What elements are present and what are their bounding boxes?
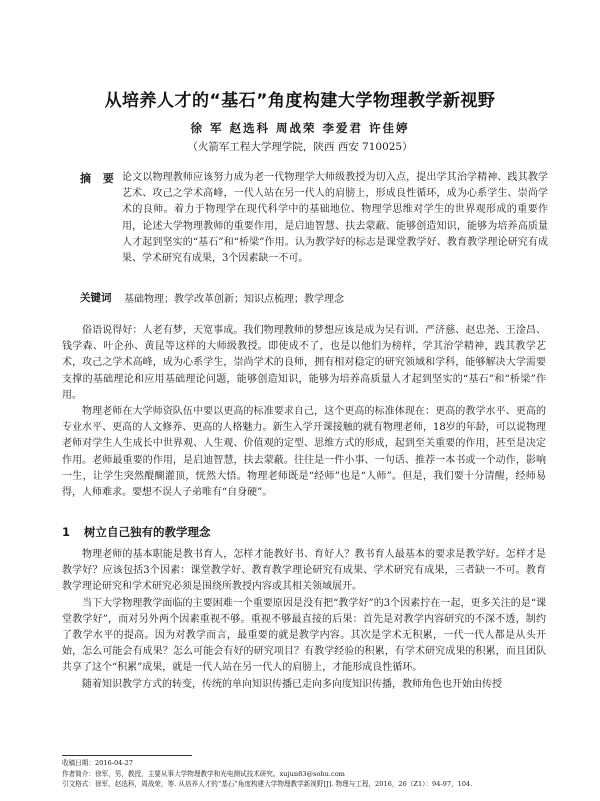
intro-section: [62, 323, 546, 501]
footnotes: [62, 758, 552, 790]
footnote-citation: 引文格式：徐军，赵选科，周战荣，等. 从培养人才的“基石”角度构建大学物理教学新视野[J]. 物理与工程，2016，26（Z1）：94-97，104.: [62, 780, 473, 788]
section-paragraph: 物理老师的基本职能是教书育人，怎样才能教好书、育好人？教书育人最基本的要求是教学好。怎样才是教学好？应该包括3个因素：课堂教学好、教育教学理论研究有成果、学术研究有成果，三者缺一不可。教育教学理论研究和学术研究必须是围绕所教授内容或其相关领域展开。: [62, 549, 546, 593]
intro-paragraph: 物理老师在大学师资队伍中要以更高的标准要求自己，这个更高的标准体现在：更高的教学水平、更高的专业水平、更高的人文修养、更高的人格魅力。新生入学开课接触的就有物理老师，18岁的年龄，可以说物理老师对学生人生成长中世界观、人生观、价值观的定型、思维方式的形成，起到至关重要的作用，甚至是决定作用。老师最重要的作用，是启迪智慧，扶去蒙蔽。往往是一件小事、一句话、推荐一本书或一个动作，影响一生，让学生突然醍醐灌顶，恍然大悟。物理老师既是“经师”也是“人师”。但是，我们要十分清醒，经师易得，人师难求。要想不误人子弟唯有“自身硬”。: [62, 406, 546, 499]
affiliation: （火箭军工程大学理学院，陕西 西安 710025）: [187, 141, 413, 153]
keywords-label: 关键词: [80, 292, 112, 304]
intro-paragraph: 俗语说得好：人老有梦，天宽事成。我们物理教师的梦想应该是成为吴有训、严济慈、赵忠尧、王淦昌、钱学森、叶企孙、黄昆等这样的大师级教授。即使成不了，也是以他们为榜样，学其治学精神，践其教学艺术，攻己之学术高峰，成为心系学生，崇尚学术的良师，拥有相对稳定的研究领域和学科，能够解决大学需要支撑的基础理论和应用基础理论问题，能够创造知识，能够为培养高质量人才起到坚实的“基石”和“桥梁”作用。: [62, 325, 546, 401]
keywords-text: 基础物理；教学改革创新；知识点梳理；教学理念: [124, 294, 344, 305]
paper-title: 从培养人才的“基石”角度构建大学物理教学新视野: [104, 91, 496, 111]
section-paragraph: 随着知识教学方式的转变，传统的单向知识传播已走向多向度知识传播，教师角色也开始由传授: [82, 678, 502, 690]
section-paragraph: 当下大学物理教学面临的主要困难一个重要原因是没有把“教学好”的3个因素拧在一起，更多关注的是“课堂教学好”，而对另外两个因素重视不够。重视不够最直接的后果：首先是对教学内容研究的不深不透，制约了教学水平的提高。因为对教学而言，最重要的就是教学内容。其次是学术无积累，一代一代人都是从头开始，怎么可能会有成果？怎么可能会有好的研究项目？有教学经验的积累，有学术研究成果的积累，而且团队共享了这个“积累”成果，就是一代人站在另一代人的肩膀上，才能形成良性循环。: [62, 597, 546, 674]
section-heading: [62, 524, 211, 540]
abstract-text: 论文以物理教师应该努力成为老一代物理学大师级教授为切入点，提出学其治学精神、践其教学艺术、攻己之学术高峰，一代人站在另一代人的肩膀上，形成良性循环，成为心系学生、崇尚学术的良师。着力于物理学在现代科学中的基础地位、物理学思维对学生的世界观形成的重要作用，论述大学物理教师的重要作用，是启迪智慧、扶去蒙蔽、能够创造知识，能够为培养高质量人才起到坚实的“基石”和“桥梁”作用。认为教学好的标志是课堂教学好、教育教学理论研究有成果、学术研究有成果，3个因素缺一不可。: [122, 172, 548, 265]
section-body: [62, 547, 546, 693]
abstract-label: 摘 要: [80, 172, 118, 185]
footnote-divider: [62, 755, 192, 756]
author-list: 徐 军 赵选科 周战荣 李爱君 许佳婷: [190, 121, 410, 135]
section-number: 1: [62, 525, 71, 539]
footnote-received-date: 收稿日期：2016-04-27: [62, 759, 133, 767]
footnote-author-bio: 作者简介：徐军，男，教授，主要从事大学物理教学和光电测试技术研究。xujun83@sohu.com: [62, 769, 345, 778]
section-title: 树立自己独有的教学理念: [84, 525, 211, 539]
